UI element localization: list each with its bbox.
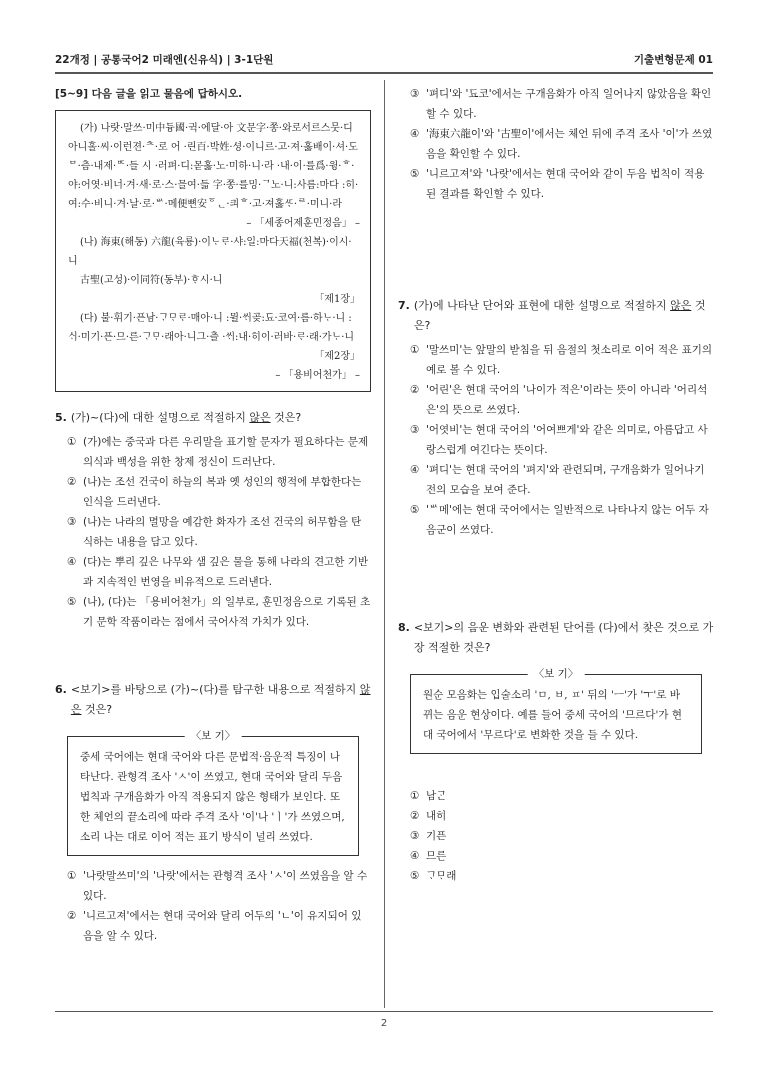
footer-divider xyxy=(55,1011,713,1012)
option[interactable]: ④ 므른 xyxy=(410,850,447,862)
option[interactable]: ⑤ '니르고져'와 '나랏'에서는 현대 국어와 같이 두음 법칙이 적용된 결과를 확인할 수 있다. xyxy=(410,168,705,200)
passage-ga-source: – 「세종어제훈민정음」 – xyxy=(246,218,360,229)
passage-da: (다) 불·휘기·픈남·ᄀᆞᄆᆞᄅᆞ·매아·니 :뮐·ᄊᆡ곶:됴·코여·름·하ᄂᆞ·니 :ᄉᆡ·미기·픈·므·른·ᄀᆞᄆᆞ·래아·니그·츨 ·ᄊᆡ:내·히이·러바·ᄅᆞ·래·가ᄂᆞ·니 xyxy=(68,313,355,343)
passage-da-source-2: – 「용비어천가」 – xyxy=(275,370,360,381)
question-6-text: <보기>를 바탕으로 (가)~(다)를 탐구한 내용으로 적절하지 xyxy=(70,683,360,696)
question-5 xyxy=(55,408,371,632)
option[interactable]: ③ '펴디'와 '됴코'에서는 구개음화가 아직 일어나지 않았음을 확인할 수 있다. xyxy=(410,88,712,120)
option[interactable]: ① '말쓰미'는 앞말의 받침을 뒤 음절의 첫소리로 이어 적은 표기의 예로 볼 수 있다. xyxy=(410,344,713,376)
option[interactable]: ① (가)에는 중국과 다른 우리말을 표기할 문자가 필요하다는 문제의식과 백성을 위한 창제 정신이 드러난다. xyxy=(67,436,369,468)
question-6-continued xyxy=(398,84,714,204)
option[interactable]: ② '어린'은 현대 국어의 '나이가 적은'이라는 뜻이 아니라 '어리석은'의 뜻으로 쓰였다. xyxy=(410,384,708,416)
question-8 xyxy=(398,618,714,886)
question-7-stem xyxy=(398,296,714,336)
question-8-text: <보기>의 음운 변화와 관련된 단어를 (다)에서 찾은 것으로 가장 적절한 것은? xyxy=(413,621,714,654)
option[interactable]: ③ '어엿비'는 현대 국어의 '어여쁘게'와 같은 의미로, 아름답고 사랑스럽게 여긴다는 뜻이다. xyxy=(410,424,708,456)
question-5-text: (가)~(다)에 대한 설명으로 적절하지 xyxy=(70,411,250,424)
question-8-stem xyxy=(398,618,714,658)
page-number: 2 xyxy=(380,1018,388,1029)
option[interactable]: ③ (나)는 나라의 멸망을 예감한 화자가 조선 건국의 허무함을 탄식하는 내용을 담고 있다. xyxy=(67,516,362,548)
bogi-label: 〈보 기〉 xyxy=(185,727,242,745)
option[interactable]: ② (나)는 조선 건국이 하늘의 복과 옛 성인의 행적에 부합한다는 인식을 드러낸다. xyxy=(67,476,362,508)
page-header xyxy=(55,52,713,70)
right-column xyxy=(398,84,714,886)
bogi-box-6 xyxy=(67,730,359,856)
passage-na-source: 「제1장」 xyxy=(314,294,360,305)
option[interactable]: ④ '펴디'는 현대 국어의 '펴지'와 관련되며, 구개음화가 일어나기 전의 모습을 보여 준다. xyxy=(410,464,705,496)
passage-ga: (가) 나랏·말쓰·미中듕國·귁·에달·아 文문字·쫑·와로서르스뭇·디아니홀·씨·이런젼·ᄎ·로 어 ·린百·박姓·셩·이니르·고·져·홇배이·셔·도ᄆ·츰·내제·ᄠ·들 시 ·러펴·디:몯홇·노·미하·니·라 ·내·이·를爲·윙·ᄒ·야:어엿·비너·겨·새·로·스·믈여·듧 字·쫑·를밍·ᄀ노·니:사름:마다 :히·여:수·비니·겨·날·로·ᄡ·메便뼌安ᅙᆫ·킈ᄒ·고·져홇ᄯᆞ·ᄅ·미니·라 xyxy=(68,123,359,210)
passage-box xyxy=(55,110,371,392)
option[interactable]: ② 내히 xyxy=(410,810,447,822)
question-6-text-end: 것은? xyxy=(81,703,113,716)
question-6-underline: 않은 xyxy=(70,683,371,716)
option[interactable]: ④ (다)는 뿌리 깊은 나무와 샘 깊은 물을 통해 나라의 견고한 기반과 지속적인 번영을 비유적으로 드러낸다. xyxy=(67,556,369,588)
question-8-number: 8. xyxy=(398,621,410,634)
question-5-number: 5. xyxy=(55,411,67,424)
question-5-stem xyxy=(55,408,371,428)
question-7-number: 7. xyxy=(398,299,410,312)
option[interactable]: ⑤ 'ᄡ메'에는 현대 국어에서는 일반적으로 나타나지 않는 어두 자음군이 쓰였다. xyxy=(410,504,709,536)
header-divider xyxy=(55,72,713,74)
passage-na: (나) 海東(해동) 六龍(육룡)·이ᄂᆞᄅᆞ·샤:일:마다天福(천복)·이시·니 xyxy=(68,237,352,267)
header-title: 기출변형문제 01 xyxy=(633,54,713,66)
question-7-underline: 않은 xyxy=(670,299,692,312)
question-5-text-end: 것은? xyxy=(270,411,302,424)
header-course: 22개정 | 공통국어2 미래엔(신유식) | 3-1단원 xyxy=(55,54,274,66)
question-6-stem xyxy=(55,680,371,720)
left-column xyxy=(55,84,371,946)
passage-da-source: 「제2장」 xyxy=(314,351,360,362)
question-6 xyxy=(55,680,371,946)
option[interactable]: ② '니르고져'에서는 현대 국어와 달리 어두의 'ㄴ'이 유지되어 있음을 알 수 있다. xyxy=(67,910,362,942)
option[interactable]: ⑤ (나), (다)는 「용비어천가」의 일부로, 훈민정음으로 기록된 초기 문학 작품이라는 점에서 국어사적 가치가 있다. xyxy=(67,596,371,628)
block-title: [5~9] 다음 글을 읽고 물음에 답하시오. xyxy=(55,88,243,100)
question-6-number: 6. xyxy=(55,683,67,696)
bogi-label: 〈보 기〉 xyxy=(528,665,585,683)
bogi-text: 중세 국어에는 현대 국어와 다른 문법적·음운적 특징이 나타난다. 관형격 조사 'ㅅ'이 쓰였고, 현대 국어와 달리 두음 법칙과 구개음화가 아직 적용되지 않은 형태가 보인다. 또한 체언의 끝소리에 따라 주격 조사 '이'나 'ㅣ'가 쓰였으며, 소리 나는 대로 이어 적는 표기 방식이 널리 쓰였다. xyxy=(80,751,345,843)
question-7-text-end: 것은? xyxy=(413,299,706,332)
option[interactable]: ③ 기픈 xyxy=(410,830,447,842)
option[interactable]: ① '나랏말쓰미'의 '나랏'에서는 관형격 조사 'ㅅ'이 쓰였음을 알 수 있다. xyxy=(67,870,368,902)
passage-na-2: 古聖(고성)·이同符(동부)·ᄒᆞ시·니 xyxy=(80,275,223,286)
bogi-text: 원순 모음화는 입술소리 'ㅁ, ㅂ, ㅍ' 뒤의 'ㅡ'가 'ㅜ'로 바뀌는 음운 현상이다. 예를 들어 중세 국어의 '므르다'가 현대 국어에서 '무르다'로 변화한 것을 들 수 있다. xyxy=(423,689,682,741)
option[interactable]: ④ '海東六龍이'와 '古聖이'에서는 체언 뒤에 주격 조사 '이'가 쓰였음을 확인할 수 있다. xyxy=(410,128,713,160)
option[interactable]: ⑤ ᄀᆞᄆᆞ래 xyxy=(410,870,457,882)
option[interactable]: ① 남ᄀᆞᆫ xyxy=(410,790,447,802)
column-divider xyxy=(384,80,385,1008)
question-5-underline: 않은 xyxy=(249,411,271,424)
bogi-box-8 xyxy=(410,668,702,754)
question-7-text: (가)에 나타난 단어와 표현에 대한 설명으로 적절하지 xyxy=(413,299,671,312)
question-7 xyxy=(398,296,714,540)
